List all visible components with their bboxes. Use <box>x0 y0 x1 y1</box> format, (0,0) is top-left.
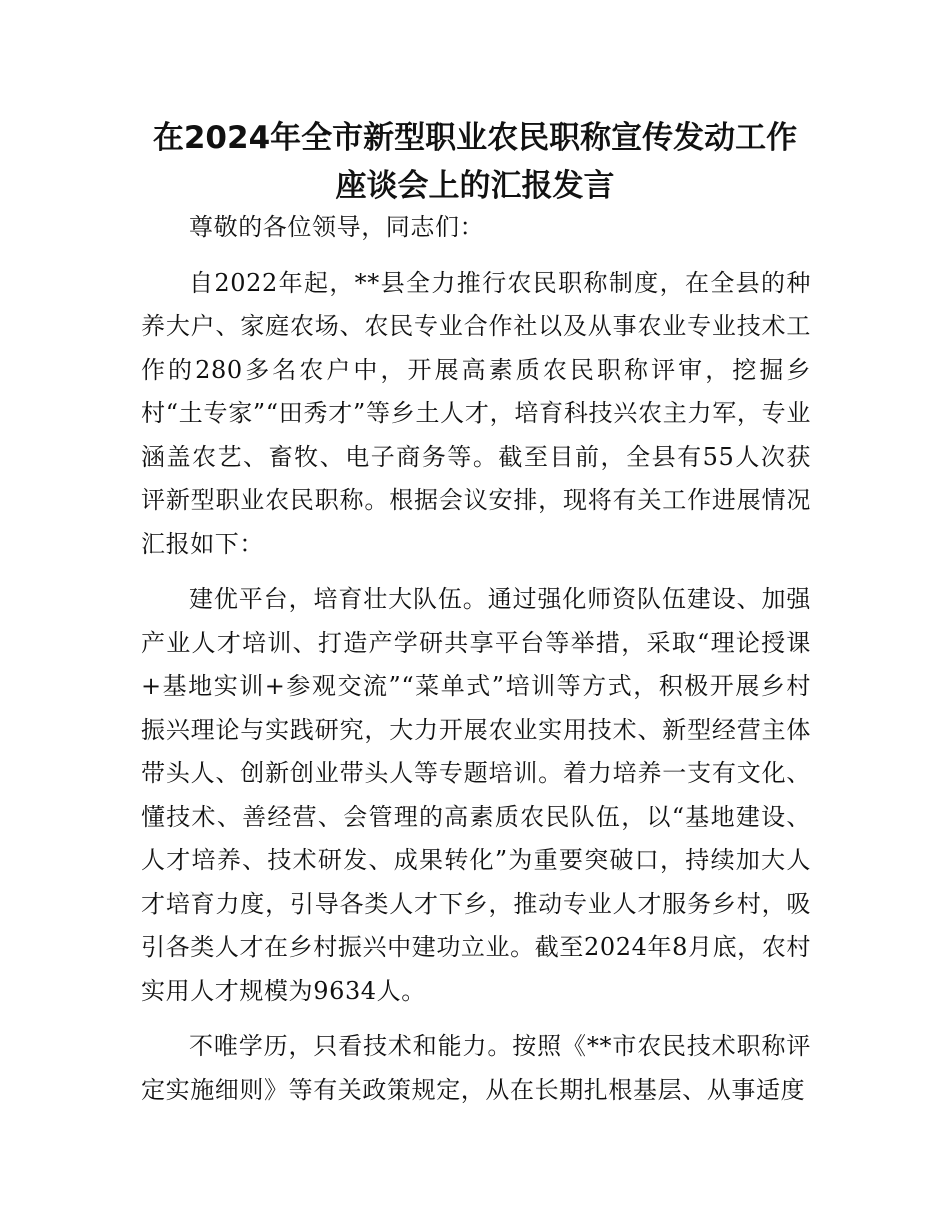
paragraph-platform: 建优平台，培育壮大队伍。通过强化师资队伍建设、加强产业人才培训、打造产学研共享平台等举措，采取“理论授课+基地实训+参观交流”“菜单式”培训等方式，积极开展乡村振兴理论与实践研究，大力开展农业实用技术、新型经营主体带头人、创新创业带头人等专题培训。着力培养一支有文化、懂技术、善经营、会管理的高素质农民队伍，以“基地建设、人才培养、技术研发、成果转化”为重要突破口，持续加大人才培育力度，引导各类人才下乡，推动专业人才服务乡村，吸引各类人才在乡村振兴中建功立业。截至2024年8月底，农村实用人才规模为9634人。 <box>141 585 811 1005</box>
paragraph-intro: 自2022年起，**县全力推行农民职称制度，在全县的种养大户、家庭农场、农民专业合作社以及从事农业专业技术工作的280多名农户中，开展高素质农民职称评审，挖掘乡村“土专家”“田秀才”等乡土人才，培育科技兴农主力军，专业涵盖农艺、畜牧、电子商务等。截至目前，全县有55人次获评新型职业农民职称。根据会议安排，现将有关工作进展情况汇报如下： <box>141 268 811 558</box>
paragraph-skills: 不唯学历，只看技术和能力。按照《**市农民技术职称评定实施细则》等有关政策规定，从在长期扎根基层、从事适度 <box>141 1032 811 1104</box>
document-title-line-2: 座谈会上的汇报发言 <box>335 168 615 204</box>
document-title-line-1: 在2024年全市新型职业农民职称宣传发动工作 <box>152 120 798 156</box>
salutation: 尊敬的各位领导，同志们： <box>189 213 485 241</box>
document-body <box>141 206 811 1124</box>
